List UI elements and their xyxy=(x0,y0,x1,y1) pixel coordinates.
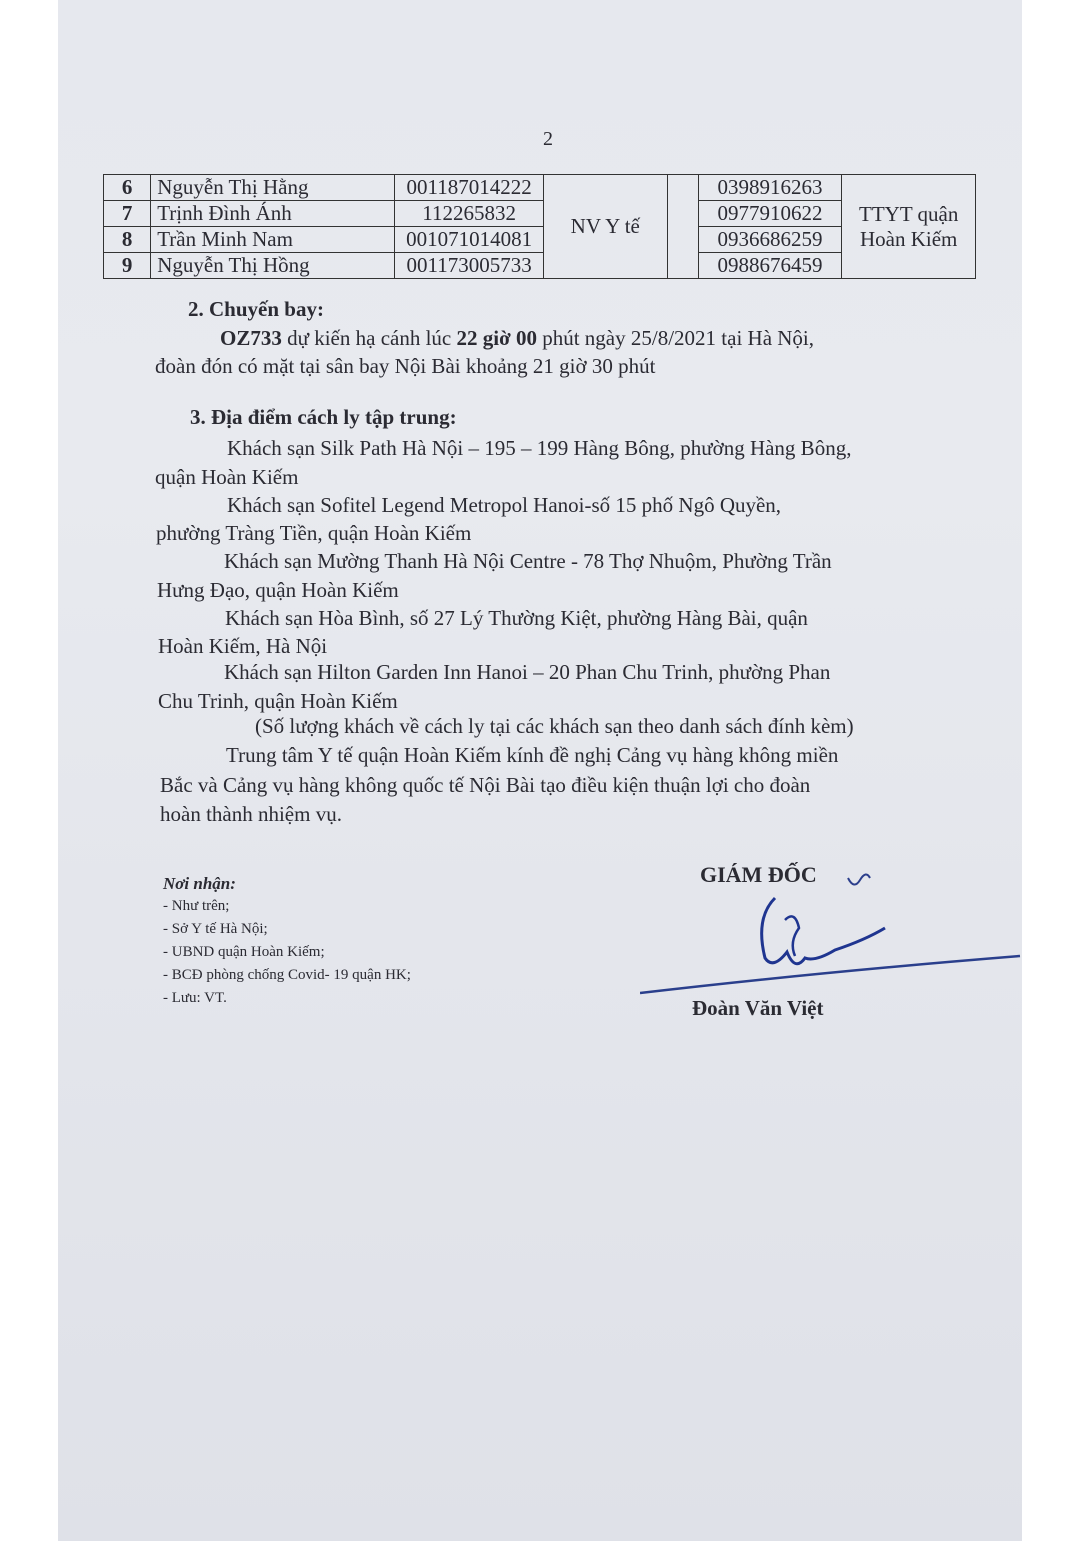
recipient-item: - BCĐ phòng chống Covid- 19 quận HK; xyxy=(163,967,411,983)
row-number: 9 xyxy=(104,253,151,279)
staff-id: 001187014222 xyxy=(395,175,544,201)
recipient-item: - Như trên; xyxy=(163,898,230,914)
staff-name: Nguyễn Thị Hằng xyxy=(151,175,395,201)
left-margin xyxy=(0,0,62,1541)
signer-name: Đoàn Văn Việt xyxy=(692,996,824,1020)
flight-time: 22 giờ 00 xyxy=(456,326,537,350)
staff-name: Nguyễn Thị Hồng xyxy=(151,253,395,279)
staff-unit xyxy=(842,175,976,279)
flight-code: OZ733 xyxy=(220,326,282,350)
staff-id: 001173005733 xyxy=(395,253,544,279)
row-number: 8 xyxy=(104,227,151,253)
page-number: 2 xyxy=(543,128,553,150)
staff-table xyxy=(103,174,976,279)
staff-phone: 0936686259 xyxy=(698,227,842,253)
body-line: Khách sạn Silk Path Hà Nội – 195 – 199 Hàng Bông, phường Hàng Bông, xyxy=(227,436,852,460)
spacer-cell xyxy=(667,175,698,279)
unit-line-1: TTYT quận xyxy=(859,201,959,226)
flight-text-b: phút ngày 25/8/2021 tại Hà Nội, xyxy=(536,326,815,350)
table-row xyxy=(104,175,976,201)
right-margin xyxy=(1022,0,1080,1541)
recipient-item: - Sở Y tế Hà Nội; xyxy=(163,921,268,937)
recipient-item: - Lưu: VT. xyxy=(163,990,227,1006)
staff-phone: 0977910622 xyxy=(698,201,842,227)
body-line: Trung tâm Y tế quận Hoàn Kiếm kính đề nghị Cảng vụ hàng không miền xyxy=(226,743,839,767)
body-line: (Số lượng khách về cách ly tại các khách sạn theo danh sách đính kèm) xyxy=(255,714,854,738)
section-2-heading: 2. Chuyến bay: xyxy=(188,297,324,321)
recipient-item: - UBND quận Hoàn Kiếm; xyxy=(163,944,325,960)
body-line: Khách sạn Hilton Garden Inn Hanoi – 20 Phan Chu Trinh, phường Phan xyxy=(224,660,831,684)
staff-id: 112265832 xyxy=(395,201,544,227)
unit-line-2: Hoàn Kiếm xyxy=(859,226,958,251)
staff-phone: 0988676459 xyxy=(698,253,842,279)
staff-phone: 0398916263 xyxy=(698,175,842,201)
staff-name: Trịnh Đình Ánh xyxy=(151,201,395,227)
body-line: Khách sạn Mường Thanh Hà Nội Centre - 78 Thợ Nhuộm, Phường Trần xyxy=(224,549,832,573)
body-line: Khách sạn Hòa Bình, số 27 Lý Thường Kiệt, phường Hàng Bài, quận xyxy=(225,606,808,630)
recipients-label: Nơi nhận: xyxy=(163,874,236,893)
row-number: 7 xyxy=(104,201,151,227)
flight-line-2: đoàn đón có mặt tại sân bay Nội Bài khoảng 21 giờ 30 phút xyxy=(155,354,656,378)
signature-mark xyxy=(640,860,1040,1000)
body-line: phường Tràng Tiền, quận Hoàn Kiếm xyxy=(156,521,472,545)
body-line: Chu Trinh, quận Hoàn Kiếm xyxy=(158,689,398,713)
row-number: 6 xyxy=(104,175,151,201)
staff-id: 001071014081 xyxy=(395,227,544,253)
flight-line-1 xyxy=(220,326,814,351)
signer-title: GIÁM ĐỐC xyxy=(700,862,817,887)
body-line: Bắc và Cảng vụ hàng không quốc tế Nội Bài tạo điều kiện thuận lợi cho đoàn xyxy=(160,773,811,797)
section-3-heading: 3. Địa điểm cách ly tập trung: xyxy=(190,405,457,429)
staff-role: NV Y tế xyxy=(543,175,667,279)
body-line: Hoàn Kiếm, Hà Nội xyxy=(158,634,328,658)
body-line: quận Hoàn Kiếm xyxy=(155,465,299,489)
staff-name: Trần Minh Nam xyxy=(151,227,395,253)
body-line: Hưng Đạo, quận Hoàn Kiếm xyxy=(157,578,399,602)
recipients-block xyxy=(163,872,411,1010)
body-line: hoàn thành nhiệm vụ. xyxy=(160,802,342,826)
flight-text-a: dự kiến hạ cánh lúc xyxy=(281,326,457,350)
body-line: Khách sạn Sofitel Legend Metropol Hanoi-số 15 phố Ngô Quyền, xyxy=(227,493,782,517)
